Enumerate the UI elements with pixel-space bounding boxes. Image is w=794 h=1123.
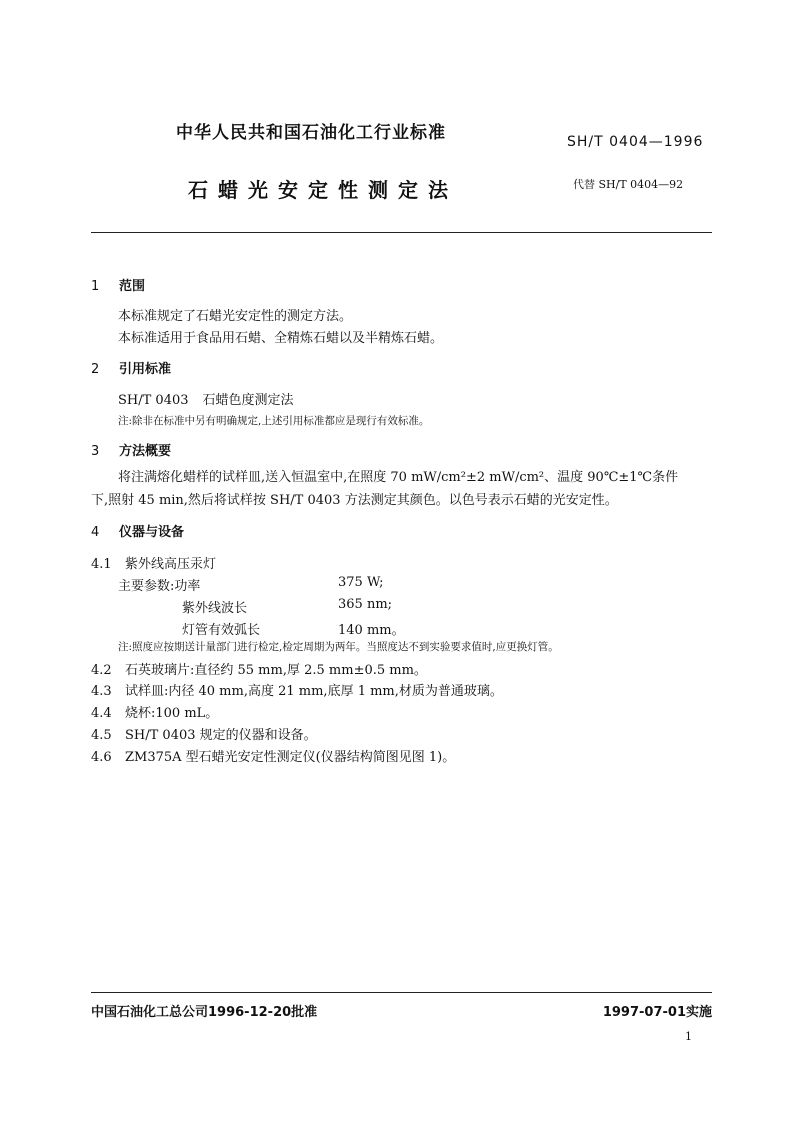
section-1-paragraph-1: 本标准规定了石蜡光安定性的测定方法。 [118,309,353,324]
header-divider [91,232,712,233]
section-3-heading [91,440,171,459]
section-1-paragraph-2: 本标准适用于食品用石蜡、全精炼石蜡以及半精炼石蜡。 [118,331,444,346]
item-text: 试样皿:内径 40 mm,高度 21 mm,底厚 1 mm,材质为普通玻璃。 [125,684,503,699]
reference-title: 石蜡色度测定法 [202,393,294,408]
footer-divider [91,992,712,993]
effective-date: 1997-07-01实施 [602,1005,712,1020]
section-4-note: 注:照度应按期送计量部门进行检定,检定周期为两年。当照度达不到实验要求值时,应更换灯管。 [118,641,559,653]
section-3-line-2: 下,照射 45 min,然后将试样按 SH/T 0403 方法测定其颜色。以色号表示石蜡的光安定性。 [91,493,618,508]
item-number: 4.6 [91,750,112,765]
item-4-5 [91,724,317,743]
item-text: 石英玻璃片:直径约 55 mm,厚 2.5 mm±0.5 mm。 [125,663,427,678]
reference-entry [118,389,294,408]
param-wave: 365 nm; [338,597,393,612]
section-number: 1 [91,279,100,294]
item-4-4 [91,702,218,721]
issuing-organization: 中华人民共和国石油化工行业标准 [176,123,446,143]
approval-date: 中国石油化工总公司1996-12-20批准 [91,1005,318,1020]
param-label: 主要参数:功率 [118,579,201,594]
replaces-note: 代替 SH/T 0404—92 [573,178,684,191]
document-title: 石蜡光安定性测定法 [188,178,458,202]
section-4-heading [91,521,184,540]
item-text: ZM375A 型石蜡光安定性测定仪(仪器结构简图见图 1)。 [125,750,456,765]
item-4-3 [91,680,503,699]
section-title: 范围 [119,279,146,294]
param-arc-label: 灯管有效弧长 [182,623,261,638]
section-title: 仪器与设备 [119,525,185,540]
section-2-note: 注:除非在标准中另有明确规定,上述引用标准都应是现行有效标准。 [118,415,430,427]
item-number: 4.2 [91,663,112,678]
section-number: 4 [91,525,100,540]
item-number: 4.3 [91,684,112,699]
section-number: 3 [91,444,100,459]
page-number: 1 [685,1030,692,1043]
item-4-1 [91,553,216,572]
section-title: 方法概要 [119,444,172,459]
param-wave-label: 紫外线波长 [182,601,248,616]
item-4-6 [91,746,455,765]
item-text: 烧杯:100 mL。 [125,706,219,721]
section-1-heading [91,275,145,294]
section-number: 2 [91,362,100,377]
item-4-2 [91,659,427,678]
section-2-heading [91,358,171,377]
reference-code: SH/T 0403 [118,393,189,408]
param-power: 375 W; [338,575,384,590]
param-arc: 140 mm。 [338,623,405,638]
item-text: 紫外线高压汞灯 [125,557,217,572]
section-3-line-1: 将注满熔化蜡样的试样皿,送入恒温室中,在照度 70 mW/cm²±2 mW/cm²、温度 90℃±1℃条件 [118,470,679,485]
item-number: 4.1 [91,557,112,572]
item-text: SH/T 0403 规定的仪器和设备。 [125,728,317,743]
standard-code: SH/T 0404—1996 [567,134,704,150]
item-number: 4.4 [91,706,112,721]
item-number: 4.5 [91,728,112,743]
section-title: 引用标准 [119,362,172,377]
